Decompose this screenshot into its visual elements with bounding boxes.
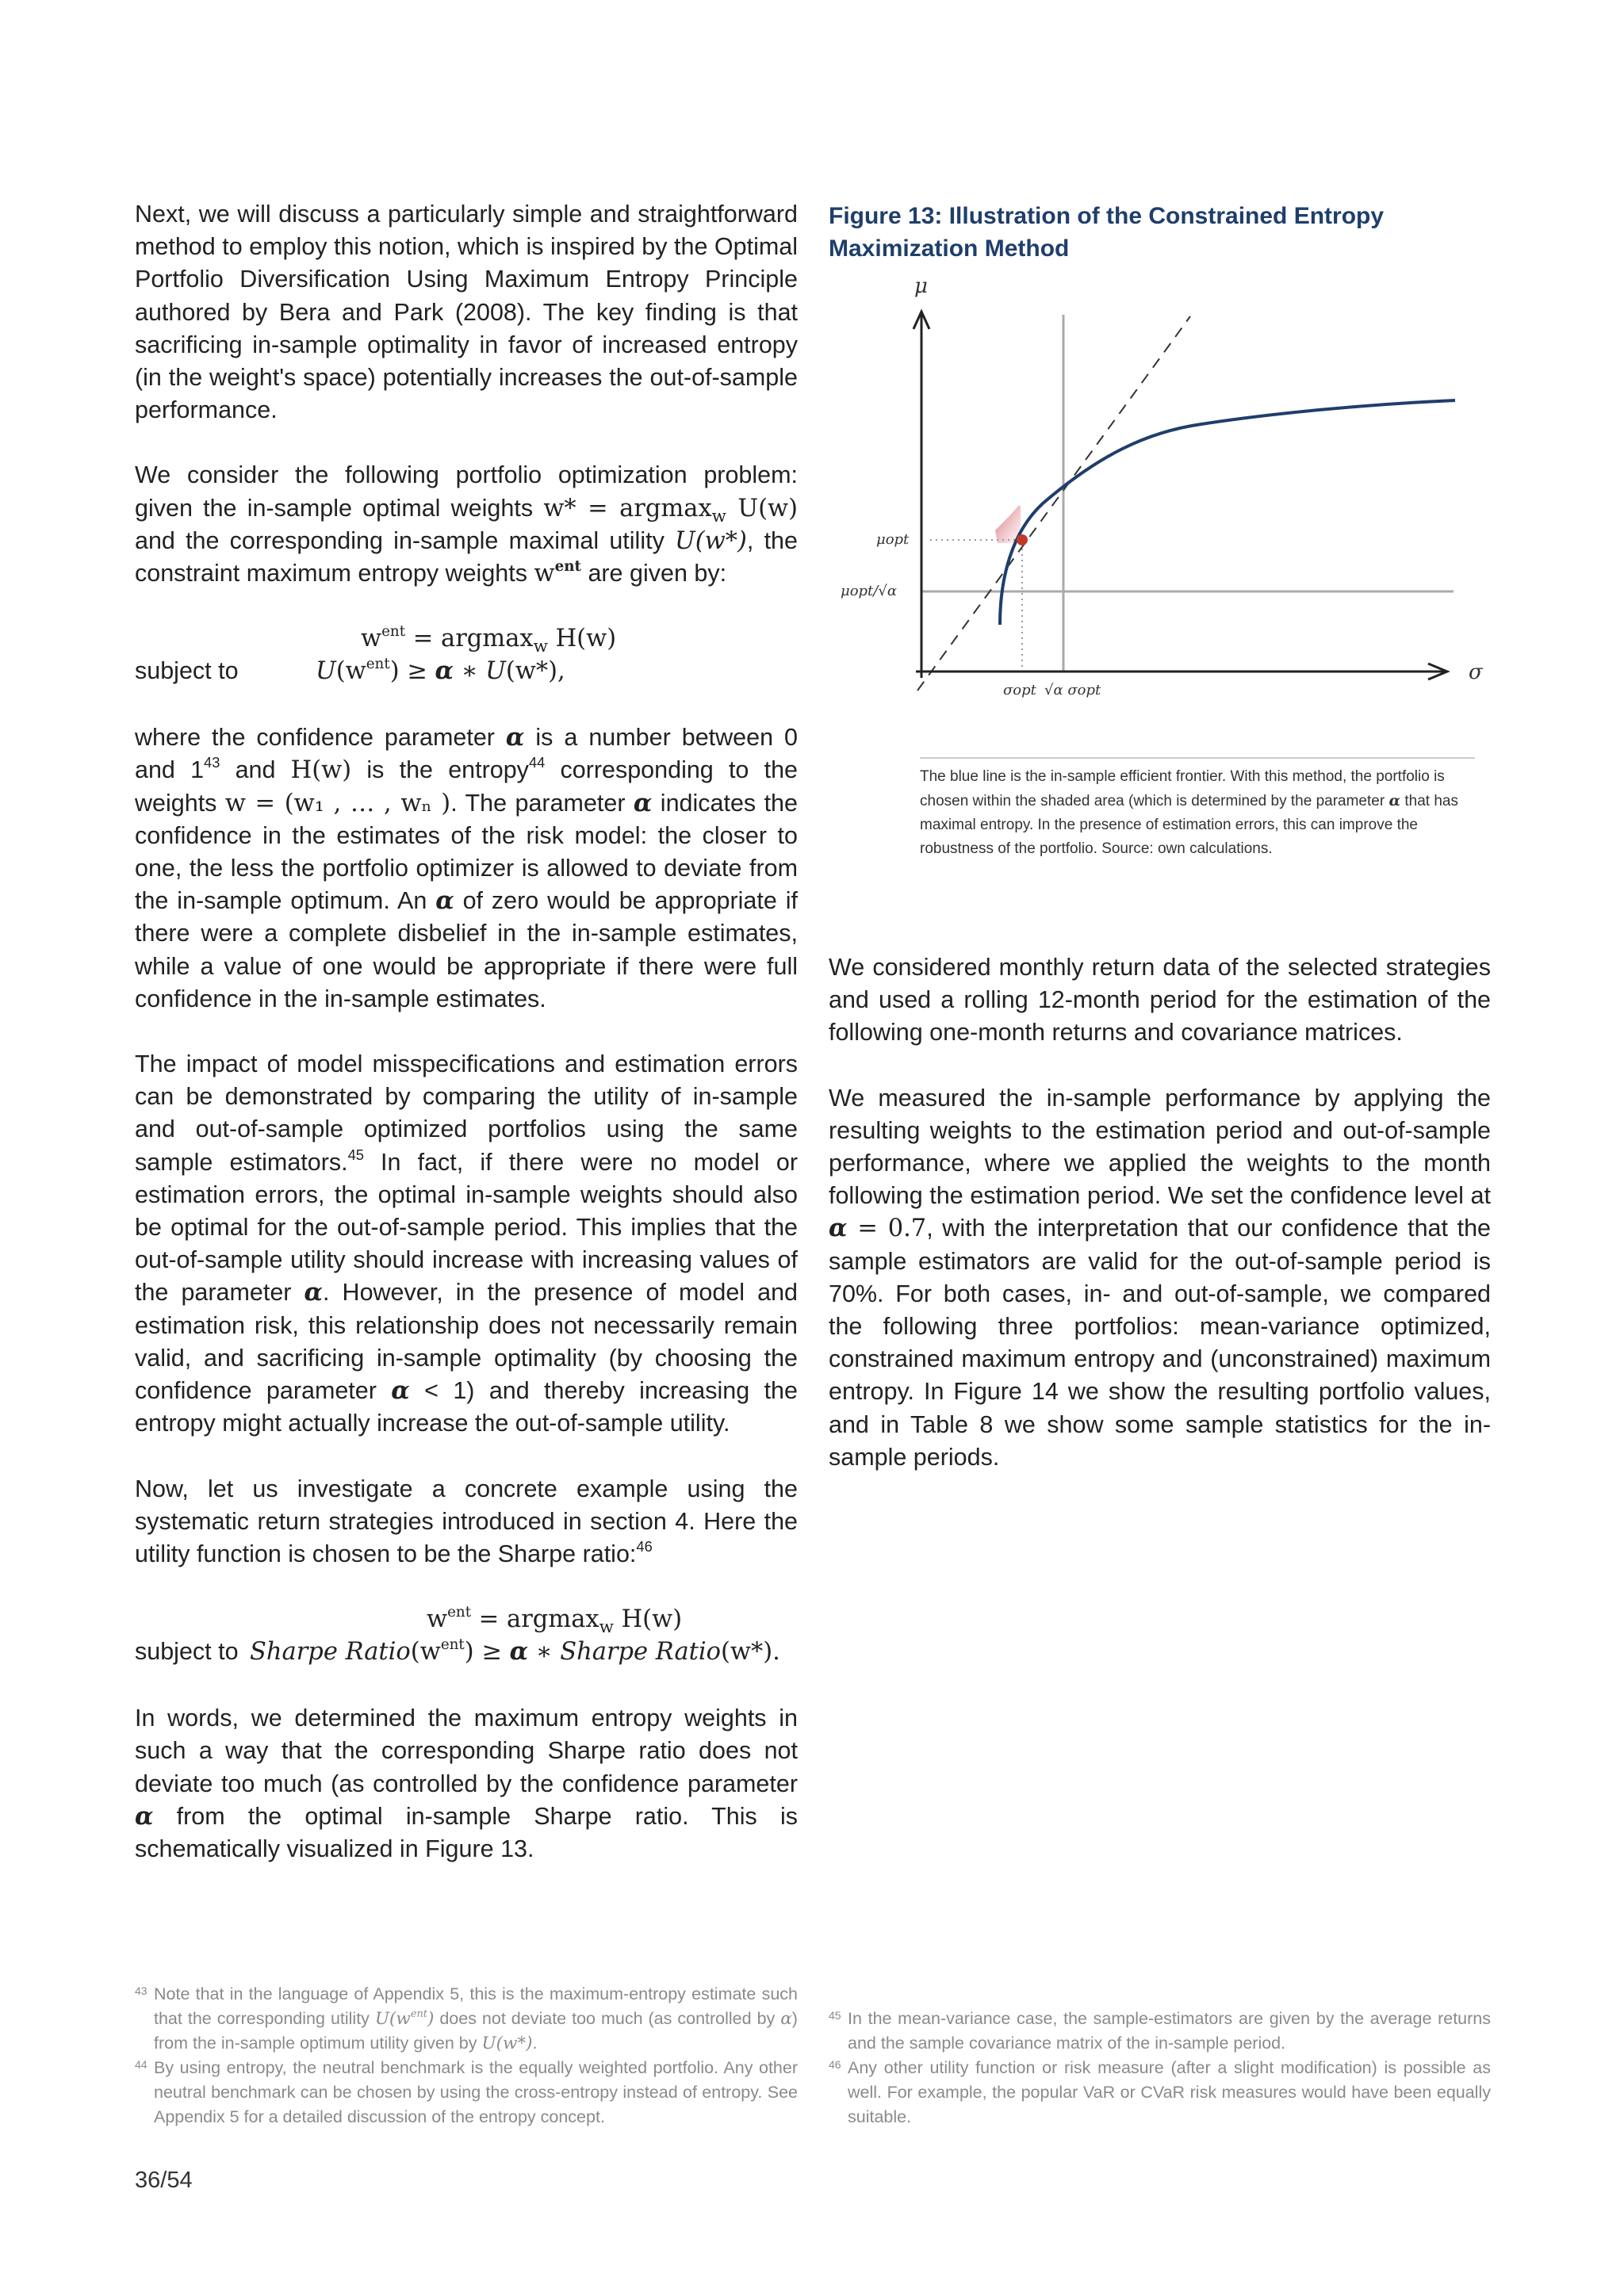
math-part: = argmax	[405, 625, 534, 653]
math-part: (w*).	[721, 1638, 780, 1667]
figure-title: Figure 13: Illustration of the Constrained Entropy Maximization Method	[829, 203, 1385, 262]
page-number: 36/54	[135, 2168, 193, 2193]
math-part: U(w	[374, 2009, 411, 2029]
alpha-symbol: α	[505, 723, 525, 752]
footnote-number: 43	[135, 1984, 147, 1997]
text: . However, in the presence of model and estimation risk, this relationship does not necessarily remain valid, and sacrificing in-sample optimality (by choosing the confidence parameter	[135, 1279, 798, 1405]
paragraph-measurement	[829, 1082, 1491, 1474]
alpha-symbol: α	[829, 1214, 848, 1243]
text: does not deviate too much (as controlled by	[439, 2009, 776, 2028]
text: , with the interpretation that our confidence that the sample estimators are valid for the out-of-sample period is 70%. For both cases, in- and out-of-sample, we compared the following three portfolios: mean-variance optimized, constrained maximum entropy and (unconstrained) maximum entropy. In Figure 14 we show the resulting portfolio values, and in Table 8 we show some sample statistics for the in-sample periods.	[829, 1215, 1492, 1471]
math-part: (w	[410, 1638, 441, 1667]
math-part: w* = argmax	[543, 494, 712, 522]
equation-line-2	[250, 1636, 780, 1668]
math-sub: w	[533, 637, 548, 657]
sigma-opt-label: σopt	[1003, 682, 1036, 698]
paragraph-intro: Next, we will discuss a particularly simple and straightforward method to employ this notion, which is inspired by the Optimal Portfolio Diversification Using Maximum Entropy Principle authored by Bera and Park (2008). The key finding is that sacrificing in-sample optimality in favor of increased entropy (in the weight's space) potentially increases the out-of-sample performance.	[135, 201, 798, 424]
text: is a number between 0 and 1	[135, 724, 798, 784]
text: and the corresponding in-sample maximal utility	[135, 526, 665, 554]
math-part: )	[389, 657, 400, 686]
text: , the constraint maximum entropy weights	[135, 526, 798, 587]
math-sub: w	[599, 1617, 614, 1638]
text: In the mean-variance case, the sample-estimators are given by the average returns and the sample covariance matrix of the in-sample period.	[848, 2009, 1491, 2053]
math-part: U	[485, 657, 506, 686]
text: corresponding to the weights	[135, 756, 798, 817]
math-part: w	[361, 625, 382, 653]
math-part: ∗	[454, 657, 486, 686]
footnote-ref-44[interactable]: 44	[528, 754, 546, 771]
optimal-point	[1017, 534, 1028, 545]
text: Any other utility function or risk measure (after a slight modification) is possible as well. For example, the popular VaR or CVaR risk measures would have been equally suitable.	[848, 2058, 1491, 2126]
paragraph-problem	[135, 459, 798, 590]
alpha-symbol: α	[304, 1278, 324, 1307]
text: By using entropy, the neutral benchmark is the equally weighted portfolio. Any other neutral benchmark can be chosen by using the cross-entropy instead of entropy. See Appendix 5 for a detailed discussion of the entropy concept.	[154, 2058, 798, 2126]
math-weight-vector: w = (w₁ , … , wₙ )	[224, 789, 451, 817]
sqrt-alpha-sigma-opt-label: √α σopt	[1044, 682, 1101, 698]
math-u-went	[375, 2009, 434, 2029]
math-part: Sharpe Ratio	[250, 1638, 411, 1667]
text: We measured the in-sample performance by applying the resulting weights to the estimation period and out-of-sample performance, where we applied the weights to the month following the estimation period. We set the confidence level at	[829, 1084, 1491, 1210]
figure-caption	[920, 757, 1475, 861]
text: The impact of model misspecifications and estimation errors can be demonstrated by comparing the utility of in-sample and out-of-sample optimized portfolios using the same sample estimators.	[135, 1050, 798, 1176]
footnote-number: 46	[829, 2058, 841, 2071]
footnote-43	[135, 1982, 798, 2056]
math-part: (w	[335, 657, 366, 686]
math-part: H(w)	[613, 1605, 683, 1634]
subject-to-label: subject to	[135, 1638, 239, 1666]
alpha-value: = 0.7	[847, 1215, 927, 1243]
math-sup: ent	[381, 623, 406, 641]
text: . The parameter	[450, 789, 626, 817]
text: Note that in the language of Appendix 5, this is the maximum-entropy estimate such that the corresponding utility	[154, 1984, 798, 2028]
math-u-wstar: U(w*)	[481, 2034, 533, 2053]
math-u-wstar: U(w*)	[675, 526, 747, 555]
text: The blue line is the in-sample efficient frontier. With this method, the portfolio is chosen within the shaded area (which is determined by the parameter	[920, 768, 1445, 809]
math-part: U	[316, 657, 336, 686]
math-sup: ent	[366, 656, 390, 673]
figure-13-diagram	[829, 266, 1503, 710]
mu-opt-sqrt-alpha-label: μopt/√α	[841, 583, 897, 599]
paragraph-confidence	[135, 721, 798, 1016]
math-part: ≥	[473, 1638, 510, 1667]
footnotes-left	[135, 1982, 798, 2130]
mu-opt-label: μopt	[876, 531, 910, 548]
footnote-ref-45[interactable]: 45	[347, 1146, 364, 1163]
alpha-symbol: α	[435, 886, 454, 916]
math-part: ∗	[528, 1638, 561, 1667]
paragraph-data: We considered monthly return data of the selected strategies and used a rolling 12-month period for the estimation of the following one-month returns and covariance matrices.	[829, 954, 1491, 1047]
text: and	[220, 756, 291, 784]
text: are given by:	[588, 560, 727, 587]
alpha-symbol: α	[135, 1801, 154, 1831]
math-sub: w	[711, 506, 726, 526]
math-sup: ent	[447, 1604, 472, 1621]
equation-sharpe	[135, 1603, 798, 1670]
alpha-symbol: α	[391, 1376, 410, 1406]
axis-x-label: σ	[1469, 660, 1483, 684]
text: Now, let us investigate a concrete example using the systematic return strategies introduced in section 4. Here the utility function is chosen to be the Sharpe ratio:	[135, 1475, 798, 1567]
math-part: w	[427, 1605, 448, 1634]
math-part: )	[427, 2009, 435, 2029]
math-sup: ent	[410, 2007, 427, 2020]
math-sup: ent	[554, 558, 581, 576]
right-column	[829, 951, 1491, 1506]
axis-y-label: μ	[914, 274, 928, 298]
alpha-symbol: α	[435, 656, 454, 686]
footnote-45	[829, 2007, 1491, 2056]
text: < 1) and thereby increasing the entropy might actually increase the out-of-sample utility.	[135, 1377, 798, 1437]
footnote-ref-43[interactable]: 43	[204, 754, 220, 771]
text: from the optimal in-sample Sharpe ratio. This is schematically visualized in Figure 13.	[135, 1802, 798, 1862]
paragraph-example	[135, 1473, 798, 1571]
math-part: = argmax	[471, 1605, 599, 1634]
left-column	[135, 198, 798, 1898]
equation-entropy-utility	[135, 622, 798, 689]
text: of zero would be appropriate if there were a complete disbelief in the in-sample estimates, while a value of one would be appropriate if there were full confidence in the in-sample estimates.	[135, 887, 798, 1012]
math-part: )	[464, 1638, 474, 1667]
footnote-number: 44	[135, 2058, 147, 2071]
footnote-ref-46[interactable]: 46	[636, 1538, 653, 1556]
text: where the confidence parameter	[135, 724, 495, 752]
math-part: U(w)	[726, 494, 798, 522]
dashed-ray	[917, 316, 1190, 691]
text: .	[532, 2034, 538, 2053]
footnote-44	[135, 2056, 798, 2130]
footnotes-right	[829, 2007, 1491, 2130]
alpha-symbol: α	[509, 1637, 529, 1667]
math-w-star	[543, 494, 798, 526]
text: ) from the in-sample optimum utility given by	[154, 2009, 798, 2053]
equation-line-1	[427, 1603, 682, 1636]
alpha-symbol: α	[633, 788, 653, 817]
text: indicates the confidence in the estimates of the risk model: the closer to one, the less the portfolio optimizer is allowed to deviate from the in-sample optimum. An	[135, 789, 798, 915]
math-w-ent	[534, 560, 580, 587]
footnote-number: 45	[829, 2009, 841, 2022]
subject-to-label: subject to	[135, 657, 239, 685]
text: In words, we determined the maximum entropy weights in such a way that the corresponding Sharpe ratio does not deviate too much (as controlled by the confidence parameter	[135, 1705, 798, 1797]
text: In fact, if there were no model or estimation errors, the optimal in-sample weights should also be optimal for the out-of-sample period. This implies that the out-of-sample utility should increase with increasing values of the parameter	[135, 1148, 798, 1307]
math-part: H(w)	[547, 625, 617, 653]
paragraph-summary	[135, 1702, 798, 1866]
footnote-46	[829, 2056, 1491, 2130]
paragraph-misspecification	[135, 1048, 798, 1440]
math-part: ≥	[399, 657, 435, 686]
alpha-symbol: α	[780, 2009, 792, 2029]
math-sup: ent	[440, 1636, 465, 1654]
math-part: w	[534, 560, 555, 588]
text: is the entropy	[351, 756, 529, 784]
math-part: Sharpe Ratio	[560, 1638, 722, 1667]
math-entropy: H(w)	[290, 756, 352, 785]
text: that has maximal entropy. In the presence of estimation errors, this can improve the robustness of the portfolio. Source: own calculations.	[920, 793, 1458, 857]
alpha-symbol: α	[1388, 792, 1401, 809]
equation-line-2	[316, 655, 565, 687]
equation-line-1	[361, 622, 616, 655]
math-part: (w*),	[505, 657, 565, 686]
text: We consider the following portfolio optimization problem: given the in-sample optimal weights	[135, 461, 798, 522]
